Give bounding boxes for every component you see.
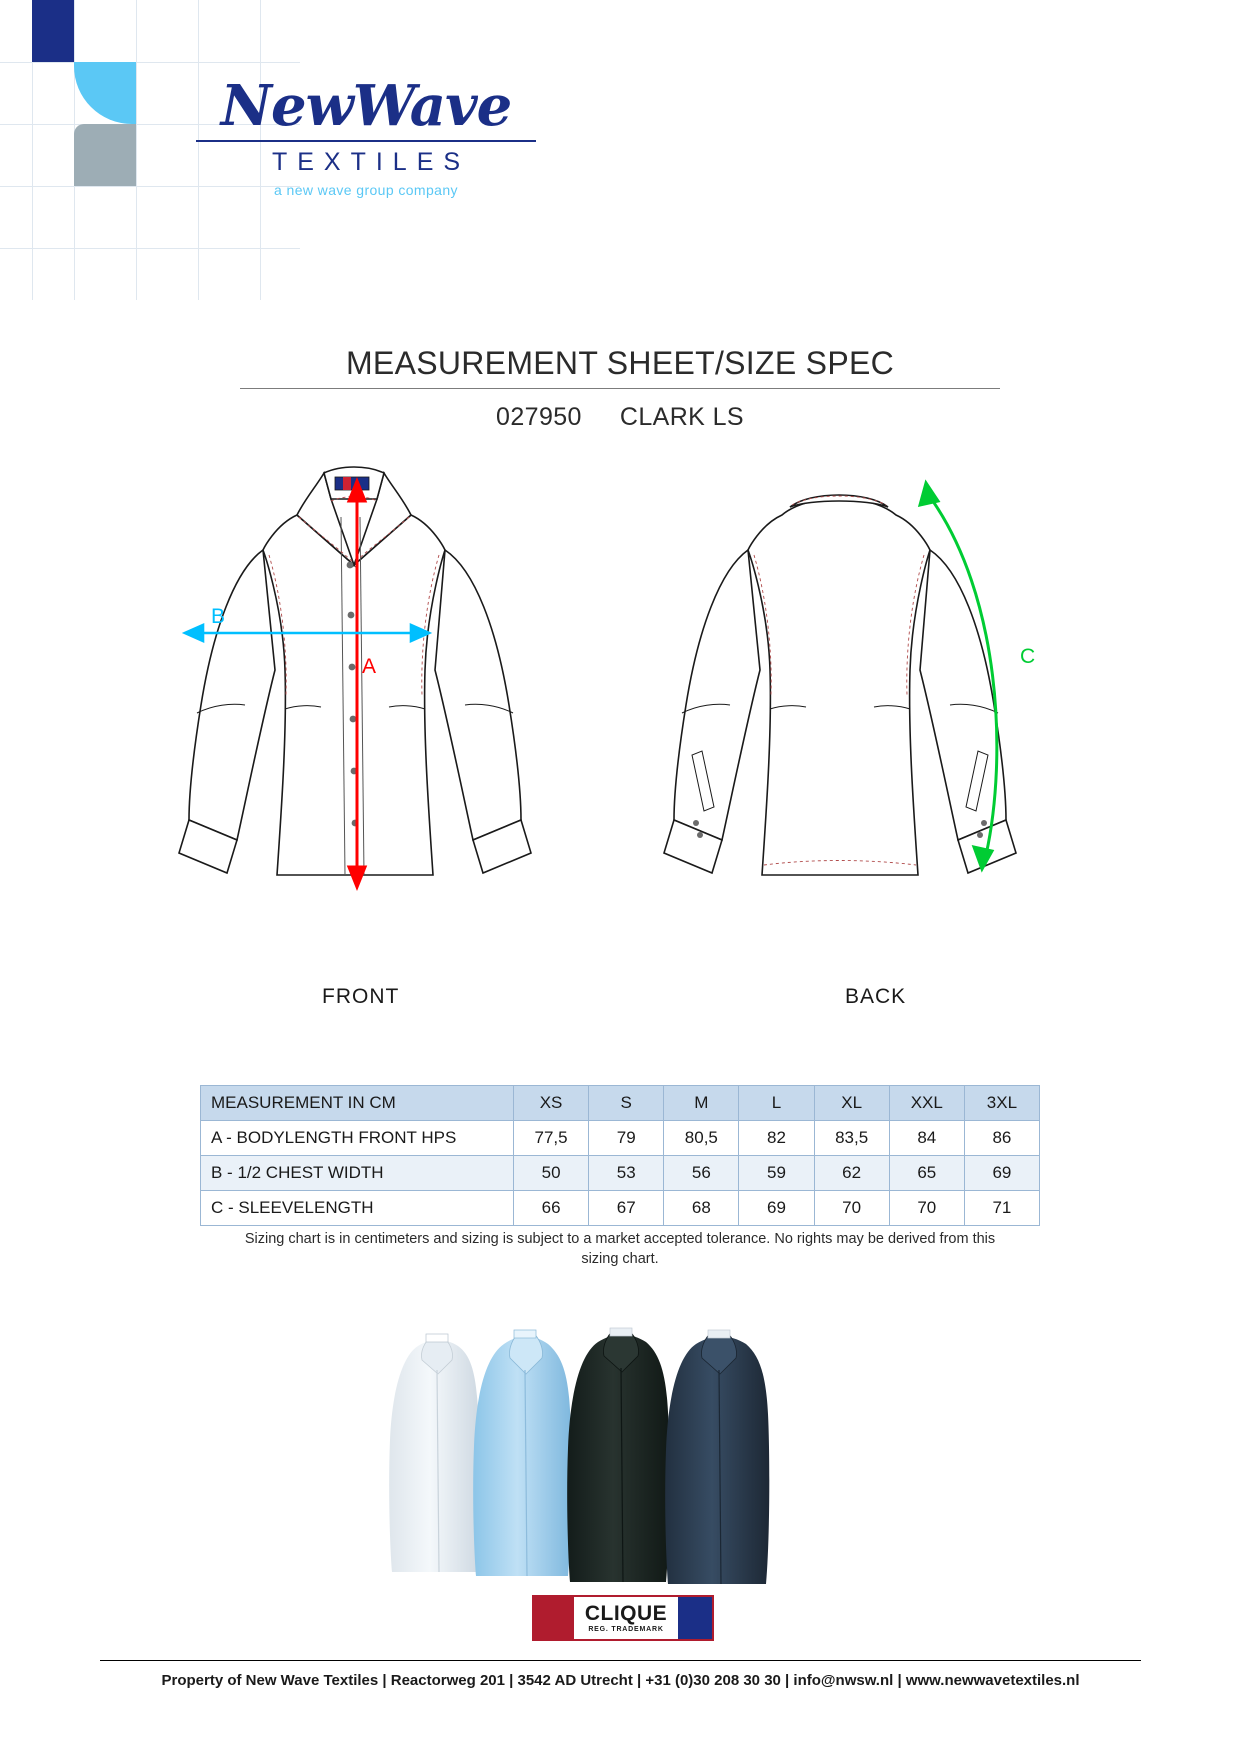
deco-square-cyan xyxy=(74,62,136,124)
product-photos-svg xyxy=(380,1300,860,1590)
logo-tagline: a new wave group company xyxy=(274,182,458,198)
row-value: 69 xyxy=(964,1156,1039,1191)
row-value: 59 xyxy=(739,1156,814,1191)
callout-label-a: A xyxy=(362,655,377,678)
callout-label-c: C xyxy=(1020,645,1036,668)
row-label: B - 1/2 CHEST WIDTH xyxy=(201,1156,514,1191)
row-value: 69 xyxy=(739,1191,814,1226)
table-header-cell: L xyxy=(739,1086,814,1121)
row-value: 82 xyxy=(739,1121,814,1156)
logo-divider xyxy=(196,140,536,142)
logo-wordmark: NewWave xyxy=(220,73,512,139)
callout-label-b: B xyxy=(211,605,226,628)
measurement-table-wrapper xyxy=(200,1085,1040,1226)
table-header-cell: XL xyxy=(814,1086,889,1121)
row-value: 70 xyxy=(814,1191,889,1226)
shirt-photo-dark-green xyxy=(567,1328,669,1582)
table-row xyxy=(201,1156,1040,1191)
clique-name: CLIQUE xyxy=(584,1602,668,1625)
page-title: MEASUREMENT SHEET/SIZE SPEC xyxy=(345,345,895,381)
table-header-cell: XS xyxy=(514,1086,589,1121)
row-value: 65 xyxy=(889,1156,964,1191)
table-header-row xyxy=(201,1086,1040,1121)
row-value: 56 xyxy=(664,1156,739,1191)
row-label: A - BODYLENGTH FRONT HPS xyxy=(201,1121,514,1156)
clique-text-block xyxy=(574,1597,678,1639)
shirt-front-svg xyxy=(145,455,615,925)
row-value: 84 xyxy=(889,1121,964,1156)
front-view-label: FRONT xyxy=(322,985,400,1008)
row-value: 71 xyxy=(964,1191,1039,1226)
deco-square-navy xyxy=(32,0,74,62)
shirt-photo-light-blue xyxy=(473,1330,571,1576)
table-header-cell: 3XL xyxy=(964,1086,1039,1121)
table-header-cell: XXL xyxy=(889,1086,964,1121)
deco-square-grey xyxy=(74,124,136,186)
document-title-block xyxy=(240,345,1000,432)
row-value: 70 xyxy=(889,1191,964,1226)
row-value: 50 xyxy=(514,1156,589,1191)
table-row xyxy=(201,1121,1040,1156)
row-value: 80,5 xyxy=(664,1121,739,1156)
clique-trademark: REG. TRADEMARK xyxy=(588,1626,664,1633)
grid-line xyxy=(136,0,137,300)
clique-logo xyxy=(532,1595,714,1641)
shirt-front-drawing xyxy=(145,455,615,925)
article-name: CLARK LS xyxy=(619,403,744,431)
clique-red-block xyxy=(534,1597,574,1639)
logo-subtitle: TEXTILES xyxy=(271,148,471,176)
row-value: 66 xyxy=(514,1191,589,1226)
sizing-disclaimer: Sizing chart is in centimeters and sizing is subject to a market accepted tolerance. No rights may be derived from this sizing chart. xyxy=(244,1231,996,1267)
table-header-cell: S xyxy=(589,1086,664,1121)
row-value: 83,5 xyxy=(814,1121,889,1156)
grid-line xyxy=(0,62,300,63)
article-code: 027950 xyxy=(496,403,582,431)
shirt-back-drawing xyxy=(630,455,1100,925)
table-row xyxy=(201,1191,1040,1226)
table-header-cell: MEASUREMENT IN CM xyxy=(201,1086,514,1121)
row-label: C - SLEEVELENGTH xyxy=(201,1191,514,1226)
measurement-table xyxy=(200,1085,1040,1226)
clique-navy-block xyxy=(678,1597,712,1639)
row-value: 62 xyxy=(814,1156,889,1191)
row-value: 68 xyxy=(664,1191,739,1226)
technical-drawings xyxy=(0,455,1241,925)
row-value: 86 xyxy=(964,1121,1039,1156)
footer-text: Property of New Wave Textiles | Reactorweg 201 | 3542 AD Utrecht | +31 (0)30 208 30 30 | info@nwsw.nl | www.newwavetextiles.nl xyxy=(161,1672,1080,1689)
back-view-label: BACK xyxy=(845,985,907,1008)
grid-line xyxy=(0,248,300,249)
shirt-back-svg xyxy=(630,455,1100,925)
article-line xyxy=(240,403,1000,432)
row-value: 77,5 xyxy=(514,1121,589,1156)
brand-logo xyxy=(196,73,536,198)
footer-divider xyxy=(100,1660,1141,1661)
title-divider xyxy=(240,388,1000,389)
row-value: 79 xyxy=(589,1121,664,1156)
shirt-photo-white xyxy=(389,1334,479,1572)
table-header-cell: M xyxy=(664,1086,739,1121)
shirt-photo-dark-navy xyxy=(665,1330,769,1584)
row-value: 53 xyxy=(589,1156,664,1191)
product-photos xyxy=(380,1300,860,1590)
row-value: 67 xyxy=(589,1191,664,1226)
